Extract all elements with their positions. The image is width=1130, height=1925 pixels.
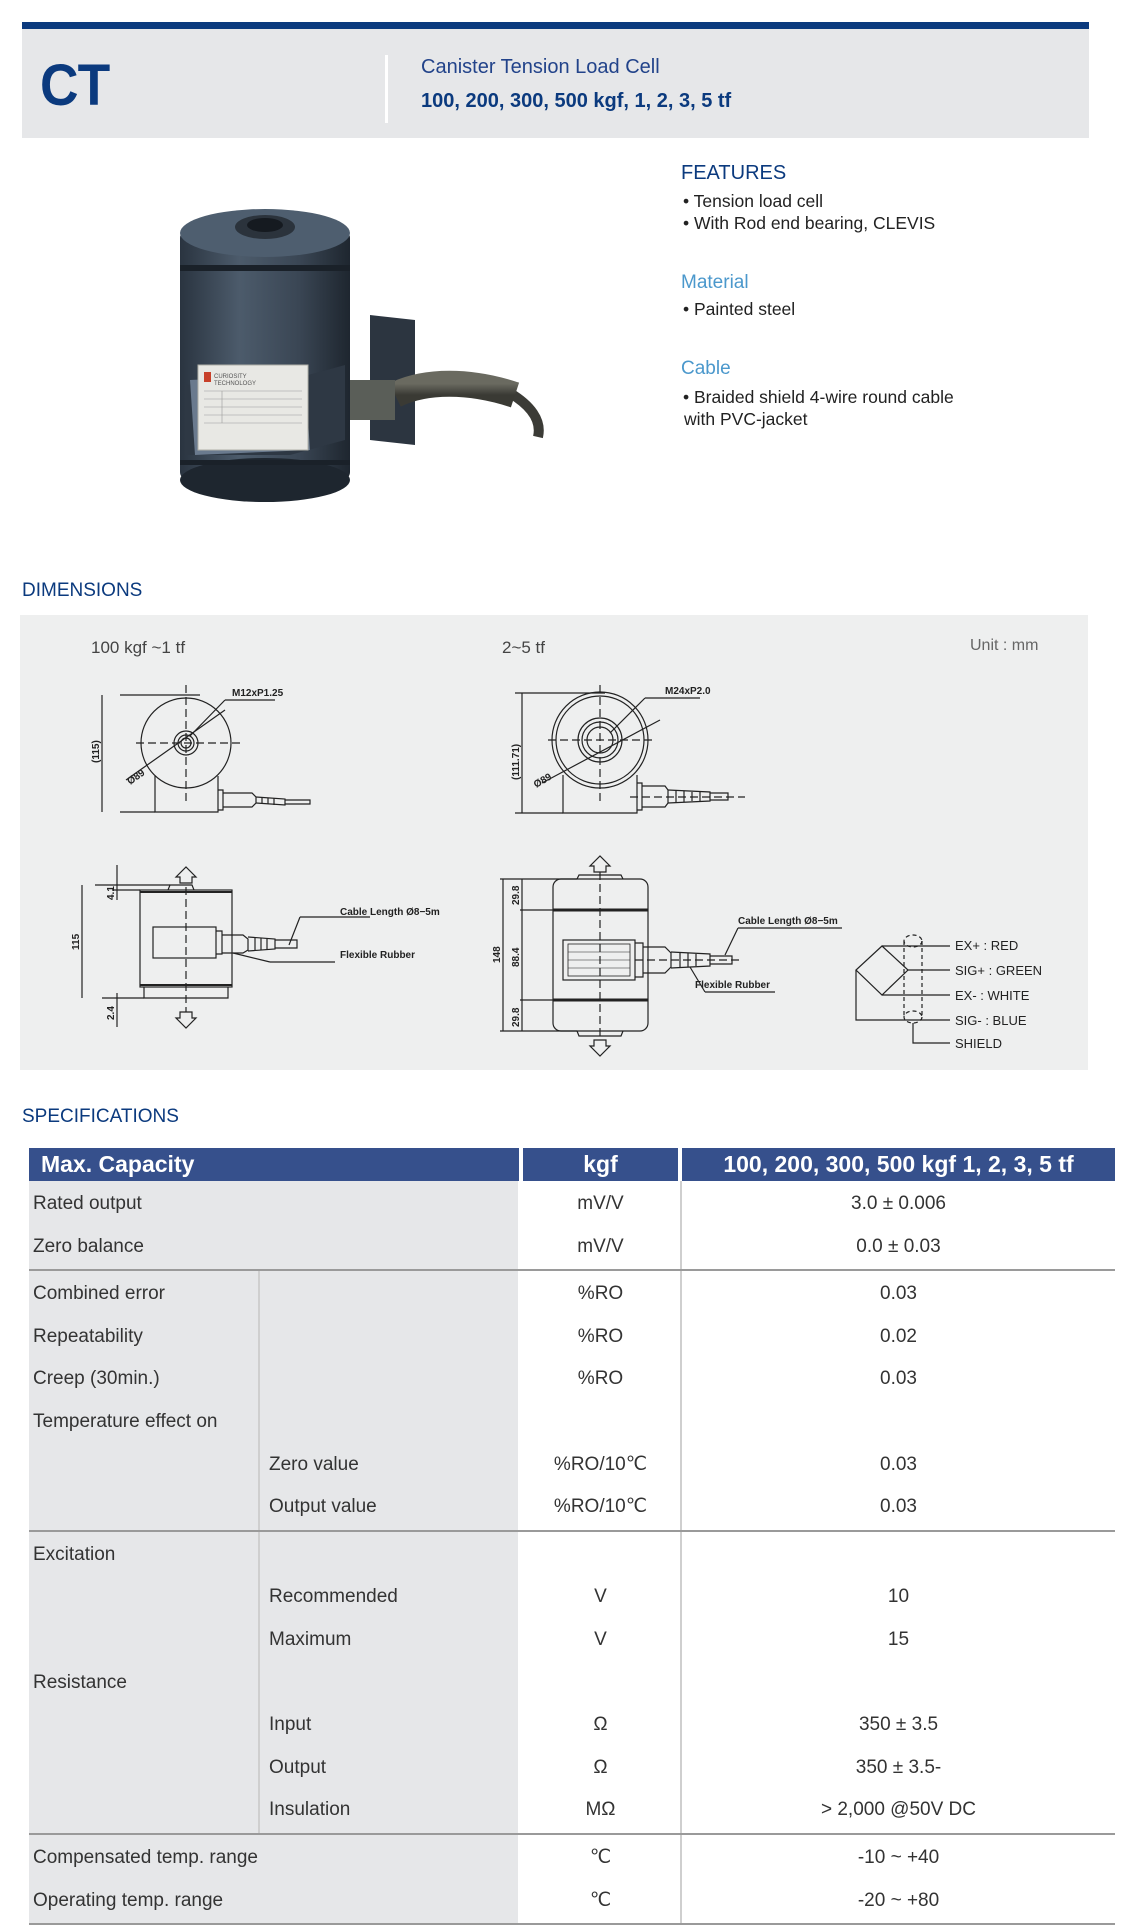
side-bottom-label-large: 29.8: [511, 1007, 522, 1027]
row-unit: V: [594, 1586, 607, 1608]
sub-column-divider: [258, 1532, 260, 1834]
row-unit: V: [594, 1629, 607, 1650]
features-heading: FEATURES: [681, 162, 787, 184]
row-sublabel: Insulation: [269, 1799, 351, 1821]
row-value: 15: [887, 1629, 910, 1650]
specifications-table: [29, 1148, 1115, 1920]
row-unit: Ω: [593, 1756, 608, 1778]
plate-text: CURIOSITY: [214, 374, 247, 380]
row-sublabel: Maximum: [269, 1629, 352, 1650]
specifications-heading: SPECIFICATIONS: [22, 1106, 179, 1127]
sub-column-divider: [258, 1271, 260, 1531]
feature-item: • With Rod end bearing, CLEVIS: [683, 213, 936, 233]
row-label: Resistance: [33, 1671, 127, 1693]
cable-heading: Cable: [681, 358, 731, 379]
row-unit: ℃: [589, 1847, 612, 1868]
row-value: > 2,000 @50V DC: [820, 1799, 976, 1821]
row-unit: %RO: [577, 1325, 624, 1347]
cable-label-small: Cable Length Ø8−5m: [340, 907, 440, 918]
cable-description: [683, 386, 954, 430]
row-value: 350 ± 3.5-: [855, 1756, 942, 1778]
row-value: -10 ~ +40: [857, 1847, 940, 1868]
dimensions-heading: DIMENSIONS: [22, 580, 143, 601]
row-unit: %RO/10℃: [553, 1453, 648, 1475]
side-bottom-label-small: 2.4: [106, 1006, 117, 1020]
label-column-bg: [29, 1271, 518, 1531]
header-divider: [385, 55, 388, 123]
side-top-label-small: 4.1: [106, 886, 117, 900]
top-accent-bar: [22, 22, 1089, 29]
header-panel: [22, 29, 1089, 138]
wire-sig-minus: SIG- : BLUE: [955, 1013, 1027, 1028]
row-unit: ℃: [589, 1889, 612, 1911]
rubber-label-large: Flexible Rubber: [695, 980, 771, 991]
dimension-drawings: [20, 615, 1088, 1070]
small-top-view: [102, 685, 310, 812]
plate-text: TECHNOLOGY: [214, 381, 257, 387]
row-value: 350 ± 3.5: [858, 1714, 939, 1736]
large-side-view: [500, 856, 842, 1056]
cable-label-large: Cable Length Ø8−5m: [738, 916, 838, 927]
row-value: -20 ~ +80: [857, 1889, 940, 1911]
row-label: Temperature effect on: [33, 1411, 218, 1432]
row-label: Operating temp. range: [33, 1889, 224, 1911]
row-value: 0.02: [880, 1325, 917, 1347]
features-list: [683, 190, 935, 234]
row-unit: %RO: [577, 1283, 624, 1305]
row-label: Compensated temp. range: [33, 1847, 258, 1868]
cable-line: • Braided shield 4-wire round cable: [683, 387, 954, 407]
row-value: 10: [887, 1586, 910, 1608]
row-value: 3.0 ± 0.006: [851, 1193, 946, 1214]
row-label: Zero balance: [33, 1235, 144, 1257]
wire-ex-plus: EX+ : RED: [955, 938, 1019, 953]
row-unit: %RO/10℃: [553, 1496, 648, 1518]
value-column-divider: [680, 1271, 682, 1531]
row-sublabel: Input: [269, 1714, 312, 1736]
cable-line: with PVC-jacket: [684, 409, 808, 429]
dim-label-large: 2~5 tf: [502, 638, 546, 657]
side-mid-label-large: 88.4: [511, 947, 522, 967]
large-top-view: [515, 685, 745, 813]
row-label: Creep (30min.): [33, 1368, 160, 1390]
product-photo: [170, 205, 550, 515]
thread-label-small: M12xP1.25: [232, 688, 284, 699]
small-side-view: [82, 865, 370, 1028]
header-value: 100, 200, 300, 500 kgf 1, 2, 3, 5 tf: [682, 1148, 1115, 1181]
side-top-label-large: 29.8: [511, 885, 522, 905]
row-label: Repeatability: [33, 1325, 143, 1347]
row-sublabel: Zero value: [269, 1453, 359, 1475]
row-label: Excitation: [33, 1543, 116, 1565]
thread-label-large: M24xP2.0: [665, 686, 711, 697]
row-value: 0.0 ± 0.03: [856, 1235, 941, 1257]
header-max-capacity: Max. Capacity: [29, 1148, 519, 1181]
row-sublabel: Recommended: [269, 1586, 398, 1608]
row-value: 0.03: [880, 1453, 917, 1475]
side-total-label-large: 148: [492, 946, 503, 963]
row-label: Combined error: [33, 1283, 165, 1305]
model-code: CT: [40, 53, 110, 118]
header-unit: kgf: [523, 1148, 678, 1181]
row-sublabel: Output value: [269, 1496, 377, 1518]
feature-item: • Tension load cell: [683, 191, 824, 211]
row-unit: %RO: [577, 1368, 624, 1390]
diameter-label-large: Ø89: [532, 771, 554, 791]
wire-sig-plus: SIG+ : GREEN: [955, 963, 1043, 978]
material-heading: Material: [681, 272, 749, 293]
row-unit: MΩ: [585, 1799, 616, 1821]
material-item: • Painted steel: [683, 299, 796, 319]
wiring-diagram: [856, 935, 950, 1043]
wire-shield: SHIELD: [955, 1036, 1002, 1051]
height-label-large: (111.71): [511, 743, 522, 780]
dim-label-small: 100 kgf ~1 tf: [91, 638, 186, 657]
row-unit: Ω: [593, 1714, 608, 1736]
unit-label: Unit : mm: [970, 637, 1039, 654]
row-unit: mV/V: [577, 1235, 624, 1257]
product-subtitle: Canister Tension Load Cell: [421, 56, 660, 78]
row-sublabel: Output: [269, 1756, 327, 1778]
row-unit: mV/V: [577, 1193, 624, 1214]
row-label: Rated output: [33, 1193, 142, 1214]
row-value: 0.03: [880, 1283, 917, 1305]
row-value: 0.03: [880, 1496, 917, 1518]
diameter-label-small: Ø89: [125, 767, 148, 788]
rubber-label-small: Flexible Rubber: [340, 950, 416, 961]
side-height-label-small: 115: [71, 933, 82, 950]
row-value: 0.03: [880, 1368, 917, 1390]
wire-ex-minus: EX- : WHITE: [955, 988, 1030, 1003]
value-column-divider: [680, 1532, 682, 1834]
height-label-small: (115): [91, 740, 102, 763]
product-capacities: 100, 200, 300, 500 kgf, 1, 2, 3, 5 tf: [421, 90, 732, 112]
